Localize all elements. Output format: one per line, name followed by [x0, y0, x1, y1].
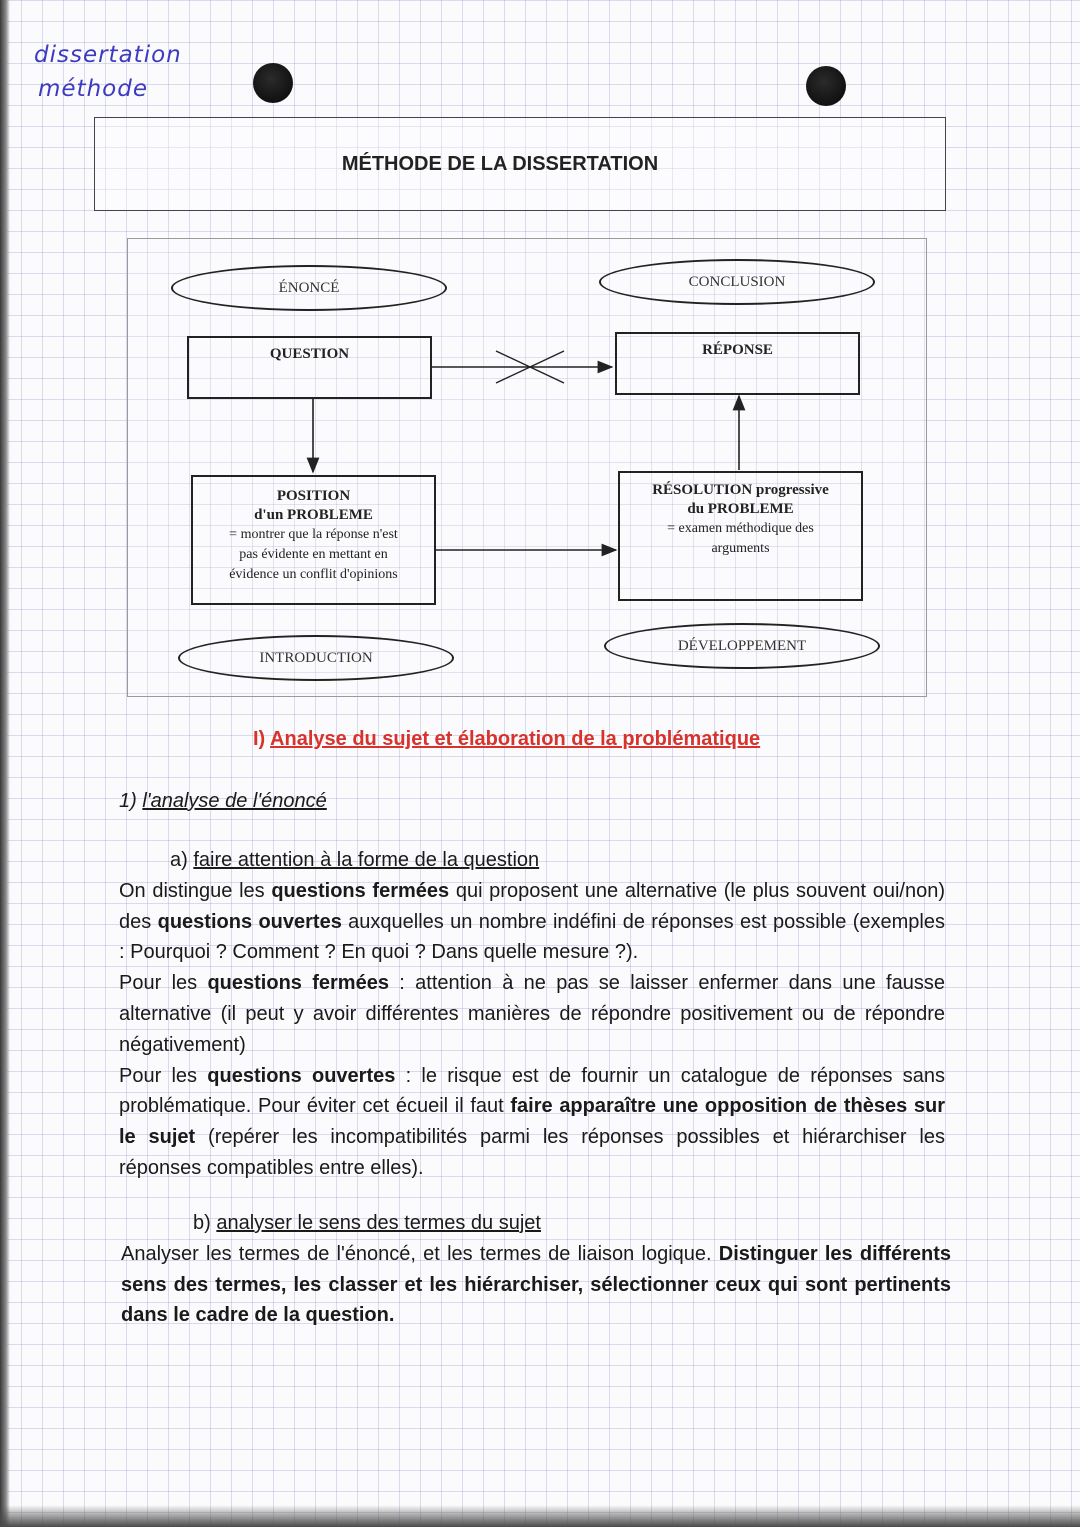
- oval-conclusion: CONCLUSION: [599, 259, 875, 305]
- box-position: [191, 475, 436, 605]
- text: : le risque est de fournir un catalogue de réponses sans problématique. Pour éviter cet écueil il faut: [119, 1064, 945, 1118]
- part-a-paragraph-3: [119, 1061, 945, 1184]
- part-a-paragraph-2: [119, 968, 945, 1060]
- text: On distingue les: [119, 879, 272, 902]
- binding-edge: [0, 0, 10, 1527]
- part-b-paragraph-1: [121, 1239, 951, 1331]
- text: qui proposent une alternative (le plus souvent oui/non) des: [119, 879, 946, 933]
- handwritten-note-line1: dissertation: [34, 42, 182, 68]
- box-reponse: RÉPONSE: [615, 332, 860, 395]
- section-title-text: Analyse du sujet et élaboration de la problématique: [270, 728, 761, 750]
- page-title: MÉTHODE DE LA DISSERTATION: [341, 152, 659, 175]
- subsection-title-text: l'analyse de l'énoncé: [142, 790, 327, 812]
- section-number: I): [253, 728, 266, 750]
- oval-introduction: INTRODUCTION: [178, 635, 454, 681]
- part-a-label: a): [170, 849, 188, 871]
- section-heading: [253, 728, 760, 751]
- bold-term: questions ouvertes: [157, 910, 342, 933]
- bold-term: questions fermées: [207, 972, 389, 995]
- text: Pour les: [119, 1064, 208, 1087]
- position-body-3: évidence un conflit d'opinions: [229, 567, 398, 582]
- part-a-block: [119, 845, 945, 1184]
- part-a-heading: [119, 845, 945, 876]
- text: (repérer les incompatibilités parmi les réponses possibles et hiérarchiser les réponses compatibles entre elles).: [119, 1126, 945, 1179]
- resolution-heading-1: RÉSOLUTION progressive: [652, 482, 829, 498]
- position-body-1: = montrer que la réponse n'est: [229, 527, 398, 542]
- page-shadow: [0, 1505, 1080, 1527]
- position-body-2: pas évidente en mettant en: [239, 547, 388, 562]
- box-resolution: [618, 471, 863, 601]
- box-question: QUESTION: [187, 336, 432, 399]
- part-b-heading-text: analyser le sens des termes du sujet: [216, 1212, 541, 1234]
- subsection-number: 1): [119, 790, 137, 812]
- oval-enonce: ÉNONCÉ: [171, 265, 447, 311]
- resolution-heading-2: du PROBLEME: [687, 501, 794, 517]
- position-heading-1: POSITION: [276, 488, 351, 504]
- text: Analyser les termes de l'énoncé, et les termes de liaison logique.: [121, 1242, 719, 1265]
- resolution-body-2: arguments: [711, 541, 770, 556]
- part-b-label: b): [193, 1212, 211, 1234]
- part-a-heading-text: faire attention à la forme de la question: [193, 849, 540, 871]
- bold-term: questions ouvertes: [207, 1064, 396, 1087]
- resolution-body-1: = examen méthodique des: [667, 521, 814, 536]
- bold-term: Distinguer les différents sens des termes, les classer et les hiérarchiser, sélectionner ceux qui sont pertinents dans le cadre de la question.: [121, 1242, 951, 1327]
- punch-hole-right: [806, 66, 846, 106]
- part-a-paragraph-1: [119, 876, 945, 968]
- position-heading-2: d'un PROBLEME: [254, 507, 373, 523]
- part-b-block: [121, 1208, 951, 1331]
- title-box: [94, 117, 946, 211]
- text: : attention à ne pas se laisser enfermer dans une fausse alternative (il peut y avoir différentes manières de répondre positivement ou de répondre négativement): [119, 972, 945, 1056]
- subsection-heading: [119, 790, 327, 813]
- text: Pour les: [119, 972, 208, 995]
- bold-term: questions fermées: [271, 879, 450, 902]
- handwritten-note-line2: méthode: [38, 76, 148, 102]
- part-b-heading: [121, 1208, 951, 1239]
- bold-term: faire apparaître une opposition de thèses sur le sujet: [119, 1095, 945, 1149]
- oval-developpement: DÉVELOPPEMENT: [604, 623, 880, 669]
- punch-hole-left: [253, 63, 293, 103]
- text: auxquelles un nombre indéfini de réponses est possible (exemples : Pourquoi ? Comment ? En quoi ? Dans quelle mesure ?).: [119, 910, 945, 964]
- method-diagram: [127, 238, 927, 697]
